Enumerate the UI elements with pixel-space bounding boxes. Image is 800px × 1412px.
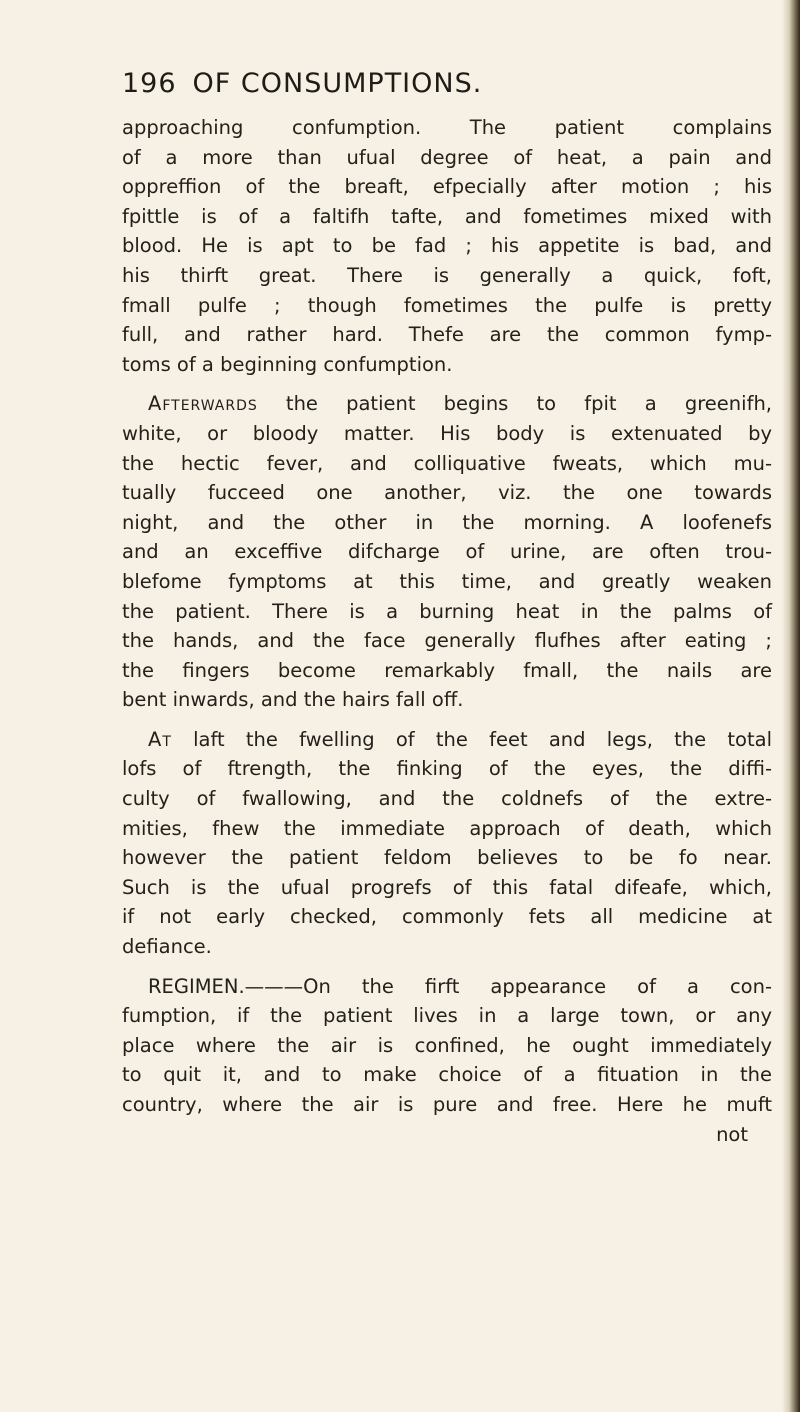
text-line: his thirft great. There is generally a quick, foft,	[122, 263, 772, 287]
text-line-lead	[122, 725, 772, 755]
running-title: OF CONSUMPTIONS.	[192, 68, 483, 99]
paragraph-3	[122, 725, 772, 962]
catchword: not	[716, 1122, 748, 1146]
text-line: white, or bloody matter. His body is extenuated by	[122, 421, 772, 445]
paragraph-1	[122, 113, 772, 379]
text-line: blefome fymptoms at this time, and greatly weaken	[122, 569, 772, 593]
text-line: of a more than ufual degree of heat, a pain and	[122, 145, 772, 169]
text-line: the hectic fever, and colliquative fweats, which mu-	[122, 451, 772, 475]
text-line: the patient begins to fpit a greenifh,	[257, 392, 772, 416]
page-edge-shadow	[782, 0, 800, 1412]
text-line: mities, fhew the immediate approach of death, which	[122, 816, 772, 840]
body-text	[122, 113, 772, 1149]
text-line: and an exceffive difcharge of urine, are often trou-	[122, 540, 772, 564]
text-line: to quit it, and to make choice of a fituation in the	[122, 1063, 772, 1087]
text-line: blood. He is apt to be fad ; his appetite is bad, and	[122, 234, 772, 258]
text-line: lofs of ftrength, the finking of the eyes, the diffi-	[122, 757, 772, 781]
paragraph-4	[122, 972, 772, 1150]
text-line: if not early checked, commonly fets all medicine at	[122, 905, 772, 929]
text-line: fmall pulfe ; though fometimes the pulfe is pretty	[122, 293, 772, 317]
text-line-lead	[122, 389, 772, 419]
text-line: the fingers become remarkably fmall, the nails are	[122, 658, 772, 682]
text-line: the hands, and the face generally flufhes after eating ;	[122, 629, 772, 653]
lead-word: At	[148, 727, 172, 751]
text-line-lead	[122, 972, 772, 1002]
text-line: full, and rather hard. Thefe are the common fymp-	[122, 323, 772, 347]
lead-word: Afterwards	[148, 392, 258, 416]
section-heading: REGIMEN.	[148, 974, 245, 998]
text-line: fpittle is of a faltifh tafte, and fometimes mixed with	[122, 204, 772, 228]
text-line: fumption, if the patient lives in a large town, or any	[122, 1004, 772, 1028]
text-line: place where the air is confined, he ought immediately	[122, 1033, 772, 1057]
text-line: country, where the air is pure and free. Here he muft	[122, 1093, 772, 1116]
text-line: bent inwards, and the hairs fall off.	[122, 688, 464, 712]
text-line: defiance.	[122, 935, 212, 959]
text-line: approaching confumption. The patient complains	[122, 116, 772, 139]
running-head	[122, 68, 772, 99]
page-number: 196	[122, 68, 177, 99]
text-line: culty of fwallowing, and the coldnefs of the extre-	[122, 787, 772, 811]
paragraph-2	[122, 389, 772, 715]
text-line: night, and the other in the morning. A loofenefs	[122, 510, 772, 534]
book-page	[122, 68, 772, 1149]
text-line: however the patient feldom believes to be fo near.	[122, 846, 772, 870]
text-line: tually fucceed one another, viz. the one towards	[122, 481, 772, 505]
text-line: laft the fwelling of the feet and legs, the total	[171, 727, 772, 751]
text-line: oppreffion of the breaft, efpecially after motion ; his	[122, 175, 772, 199]
text-line: Such is the ufual progrefs of this fatal difeafe, which,	[122, 875, 772, 899]
text-line: toms of a beginning confumption.	[122, 352, 453, 376]
text-line: ———On the firft appearance of a con-	[244, 974, 772, 998]
text-line: the patient. There is a burning heat in the palms of	[122, 599, 772, 623]
